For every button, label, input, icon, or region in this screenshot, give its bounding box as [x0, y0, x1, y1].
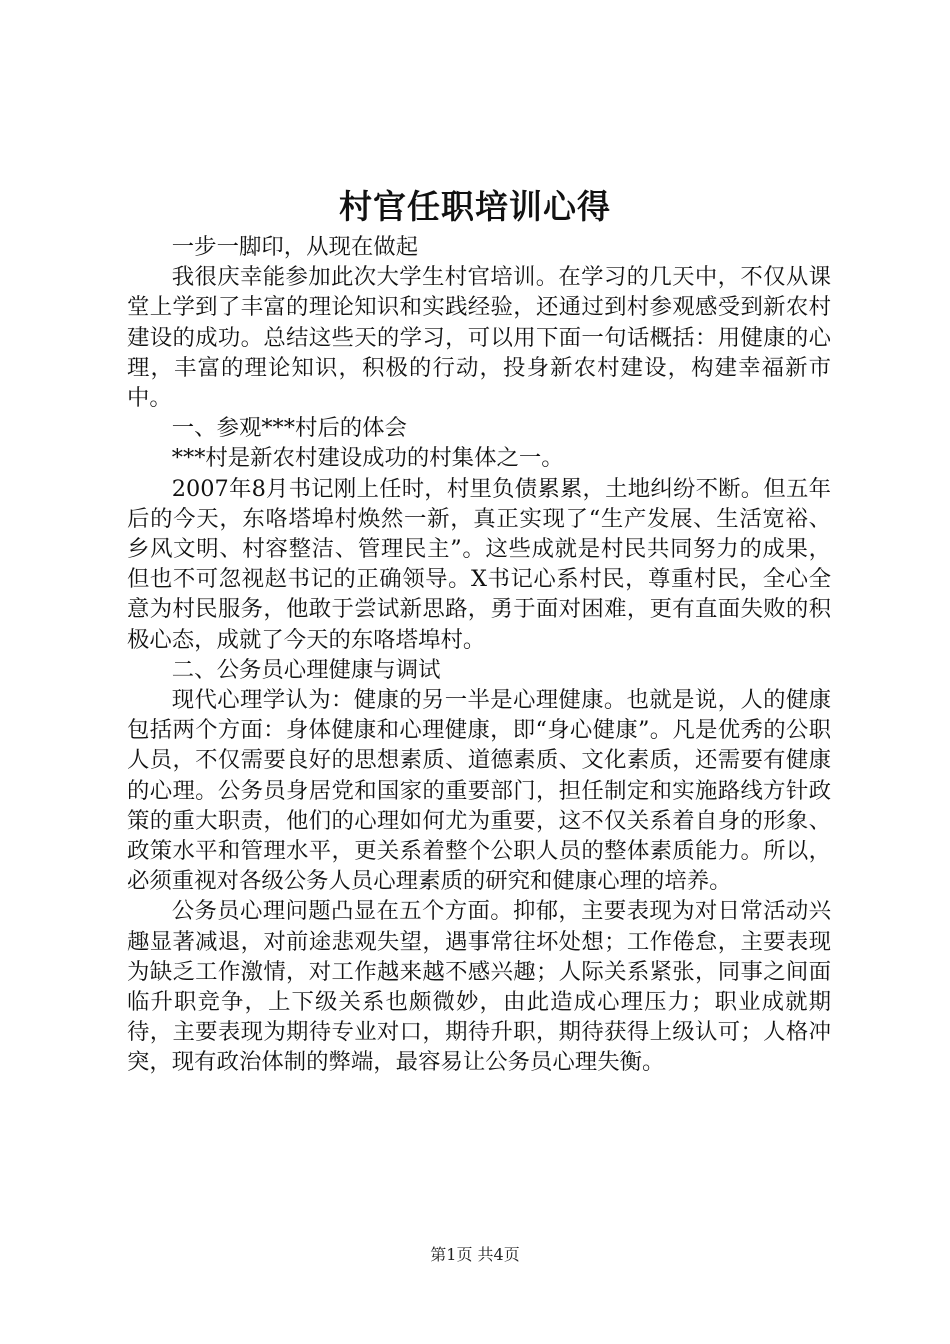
paragraph: 一步一脚印，从现在做起: [171, 234, 419, 260]
page-footer: 第1页 共4页: [430, 1245, 520, 1264]
document-title: 村官任职培训心得: [339, 187, 611, 226]
paragraph: 公务员心理问题凸显在五个方面。抑郁，主要表现为对日常活动兴趣显著减退，对前途悲观失望，遇事常往坏处想；工作倦怠，主要表现为缺乏工作激情，对工作越来越不感兴趣；人际关系紧张，同事之间面临升职竞争，上下级关系也颇微妙，由此造成心理压力；职业成就期待，主要表现为期待专业对口，期待升职，期待获得上级认可；人格冲突，现有政治体制的弊端，最容易让公务员心理失衡。: [127, 898, 831, 1076]
paragraph: ***村是新农村建设成功的村集体之一。: [171, 445, 564, 472]
section-heading: 二、公务员心理健康与调试: [171, 656, 441, 683]
paragraph: 2007年8月书记刚上任时，村里负债累累，土地纠纷不断。但五年后的今天，东咯塔埠村焕然一新，真正实现了“生产发展、生活宽裕、乡风文明、村容整洁、管理民主”。这些成就是村民共同努力的成果，但也不可忽视赵书记的正确领导。X书记心系村民，尊重村民，全心全意为村民服务，他敢于尝试新思路，勇于面对困难，更有直面失败的积极心态，成就了今天的东咯塔埠村。: [127, 475, 831, 653]
paragraph: 现代心理学认为：健康的另一半是心理健康。也就是说，人的健康包括两个方面：身体健康和心理健康，即“身心健康”。凡是优秀的公职人员，不仅需要良好的思想素质、道德素质、文化素质，还需要有健康的心理。公务员身居党和国家的重要部门，担任制定和实施路线方针政策的重大职责，他们的心理如何尤为重要，这不仅关系着自身的形象、政策水平和管理水平，更关系着整个公职人员的整体素质能力。所以，必须重视对各级公务人员心理素质的研究和健康心理的培养。: [127, 687, 831, 895]
paragraph: 我很庆幸能参加此次大学生村官培训。在学习的几天中，不仅从课堂上学到了丰富的理论知识和实践经验，还通过到村参观感受到新农村建设的成功。总结这些天的学习，可以用下面一句话概括：用健康的心理，丰富的理论知识，积极的行动，投身新农村建设，构建幸福新市中。: [127, 264, 831, 412]
section-heading: 一、参观***村后的体会: [171, 415, 407, 442]
document-body: [127, 232, 831, 1078]
